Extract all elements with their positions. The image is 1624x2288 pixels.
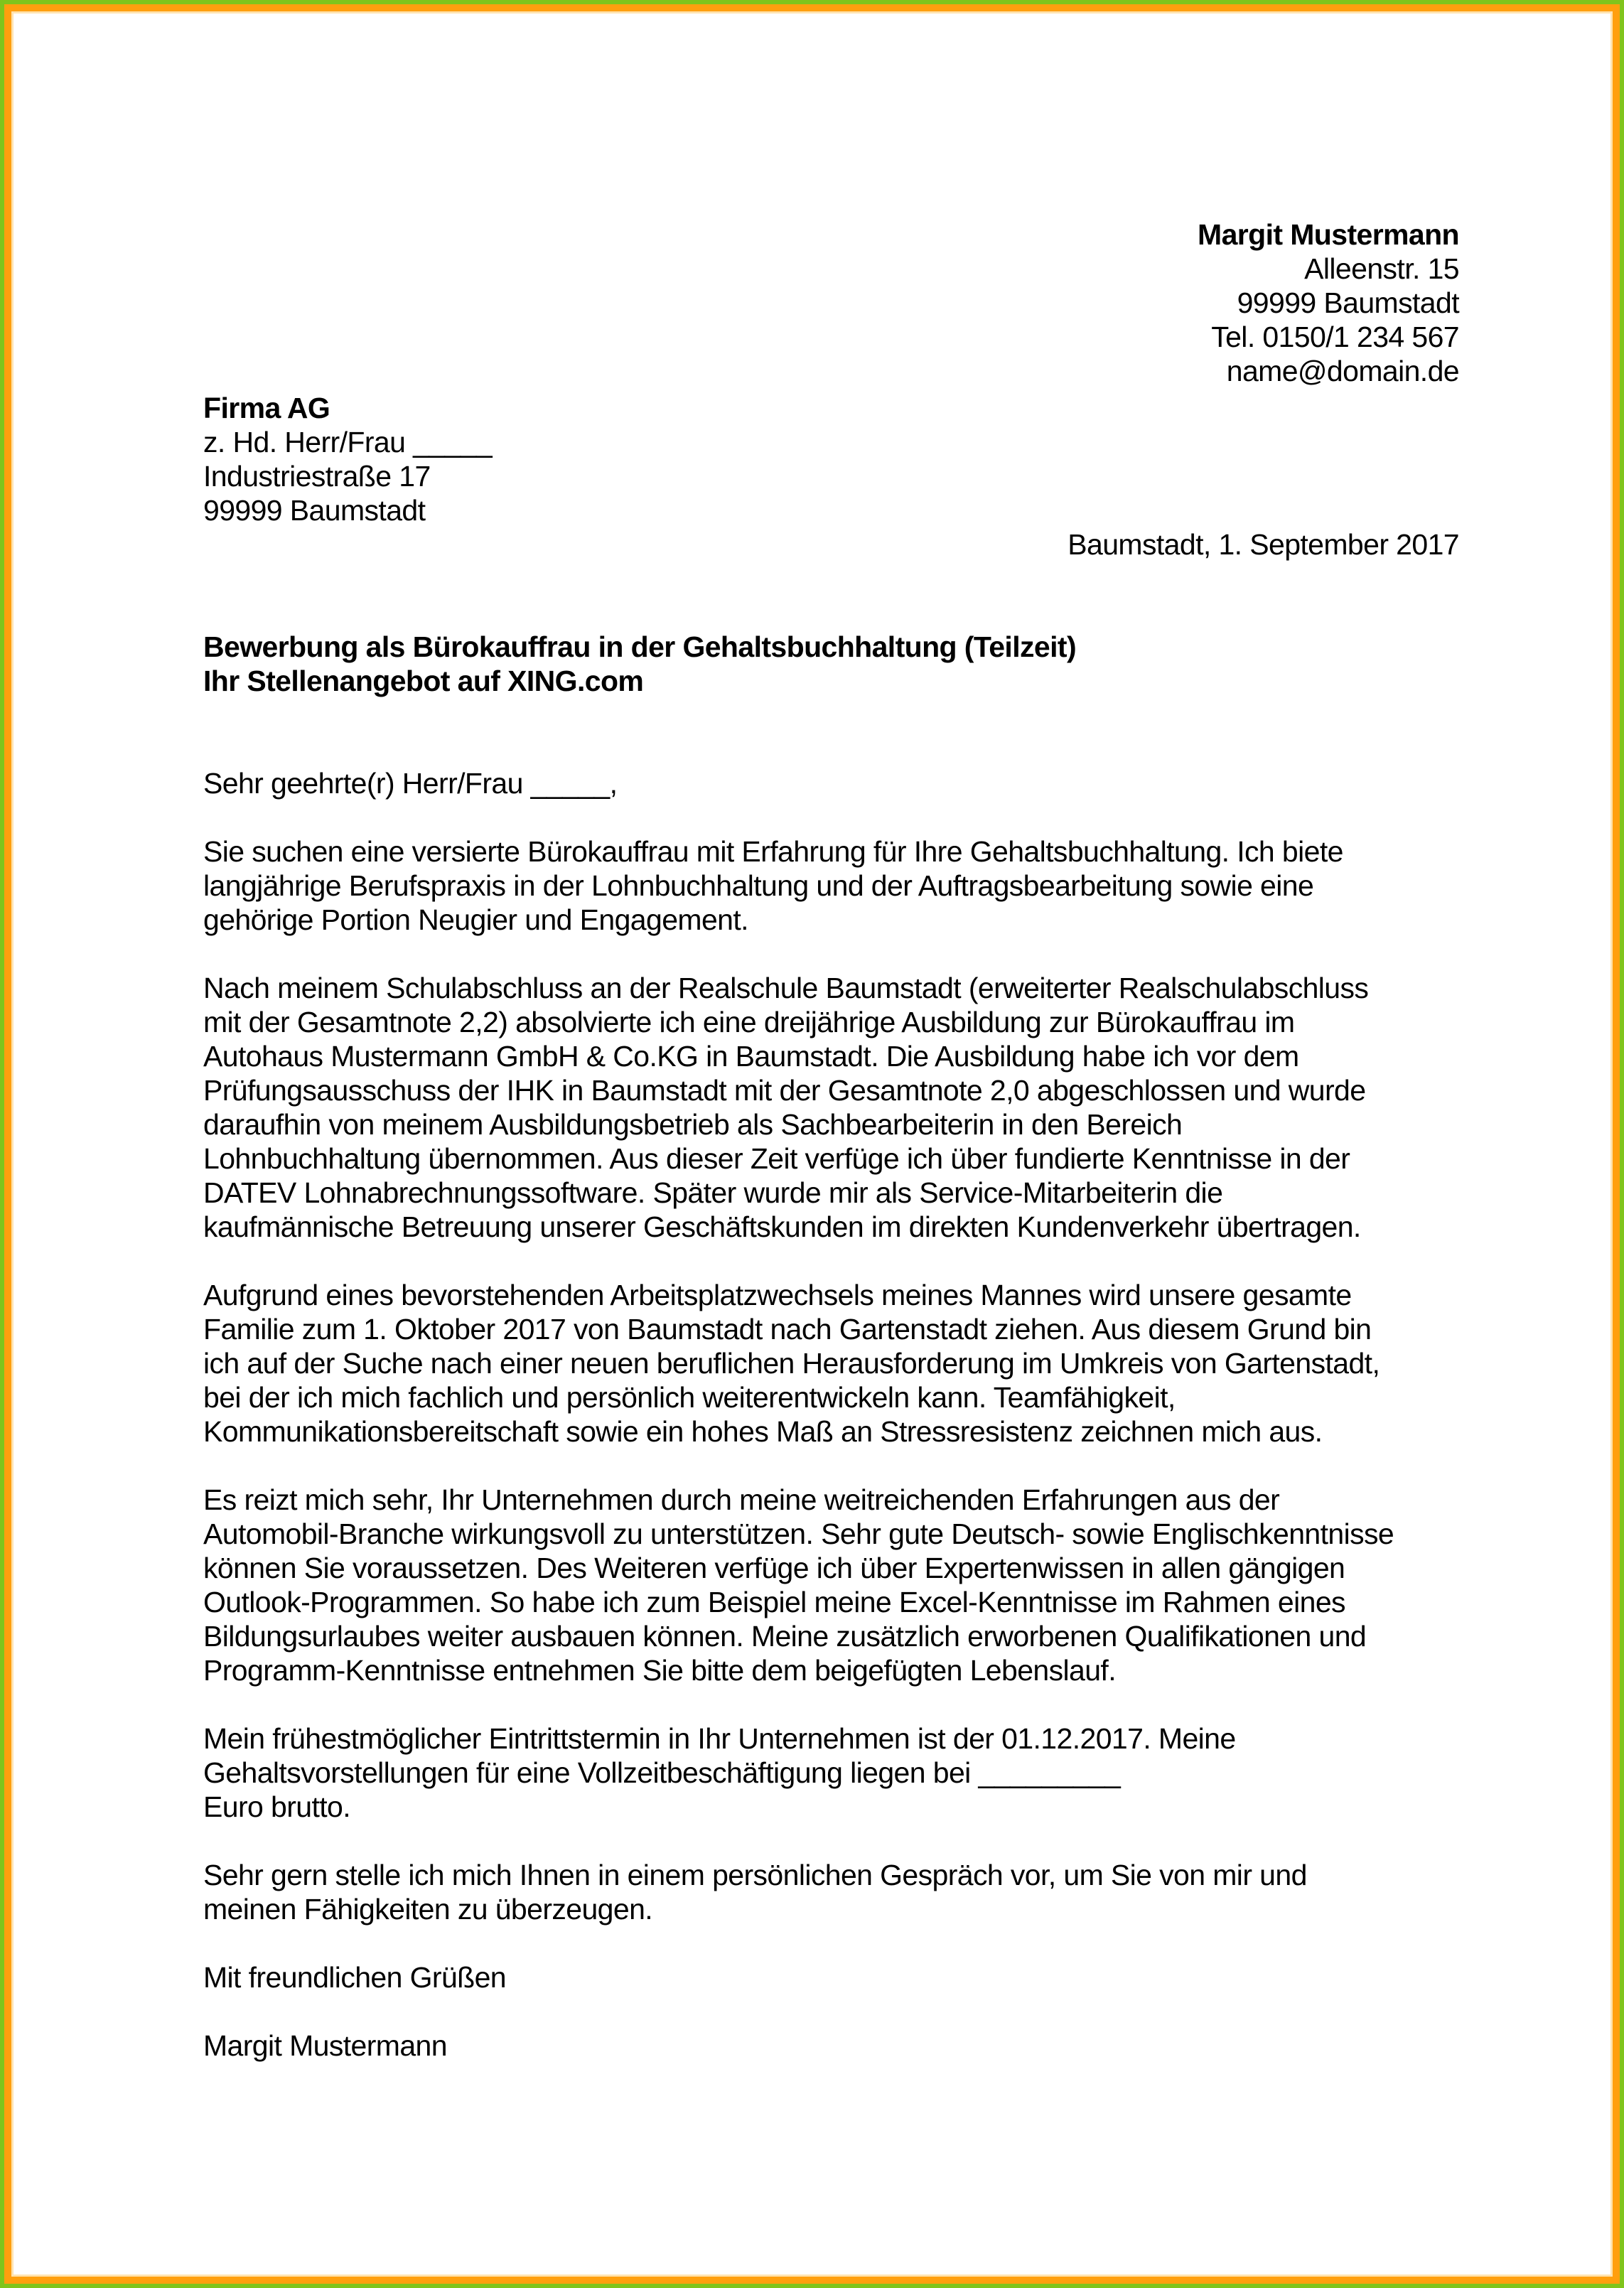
sender-city: 99999 Baumstadt [1237, 286, 1459, 319]
paragraph-line: mit der Gesamtnote 2,2) absolvierte ich eine dreijährige Ausbildung zur Bürokauffrau im [203, 1006, 1295, 1038]
subject-line-2: Ihr Stellenangebot auf XING.com [203, 665, 644, 697]
recipient-block [203, 391, 1459, 527]
paragraph-line: Kommunikationsbereitschaft sowie ein hohes Maß an Stressresistenz zeichnen mich aus. [203, 1415, 1323, 1448]
paragraph-line: meinen Fähigkeiten zu überzeugen. [203, 1893, 653, 1926]
paragraph-line: langjährige Berufspraxis in der Lohnbuchhaltung und der Auftragsbearbeitung sowie eine [203, 869, 1314, 902]
paragraph-line: Mein frühestmöglicher Eintrittstermin in Ihr Unternehmen ist der 01.12.2017. Meine [203, 1722, 1236, 1755]
paragraph-line: Prüfungsausschuss der IHK in Baumstadt mit der Gesamtnote 2,0 abgeschlossen und wurde [203, 1074, 1366, 1107]
closing: Mit freundlichen Grüßen [203, 1961, 507, 1994]
paragraph-line: Euro brutto. [203, 1790, 351, 1823]
paragraph-line: Programm-Kenntnisse entnehmen Sie bitte dem beigefügten Lebenslauf. [203, 1654, 1117, 1687]
sender-street: Alleenstr. 15 [1304, 252, 1459, 285]
paragraph-line: Outlook-Programmen. So habe ich zum Beispiel meine Excel-Kenntnisse im Rahmen eines [203, 1586, 1345, 1618]
paragraph-line: Sie suchen eine versierte Bürokauffrau mit Erfahrung für Ihre Gehaltsbuchhaltung. Ich biete [203, 835, 1343, 868]
paragraph-line: kaufmännische Betreuung unserer Geschäftskunden im direkten Kundenverkehr übertragen. [203, 1210, 1361, 1243]
sender-email: name@domain.de [1226, 355, 1459, 387]
paragraph-line: DATEV Lohnabrechnungssoftware. Später wurde mir als Service-Mitarbeiterin die [203, 1176, 1223, 1209]
paragraph-line: Lohnbuchhaltung übernommen. Aus dieser Zeit verfüge ich über fundierte Kenntnisse in der [203, 1142, 1350, 1175]
recipient-city: 99999 Baumstadt [203, 494, 426, 527]
paragraph-line: Familie zum 1. Oktober 2017 von Baumstadt nach Gartenstadt ziehen. Aus diesem Grund bin [203, 1313, 1372, 1346]
paragraph [203, 1858, 1459, 1926]
sender-block [203, 217, 1459, 388]
paragraph-line: Es reizt mich sehr, Ihr Unternehmen durch meine weitreichenden Erfahrungen aus der [203, 1483, 1280, 1516]
body-paragraphs [203, 834, 1459, 1926]
decorative-frame [4, 4, 1620, 2284]
paragraph-line: Aufgrund eines bevorstehenden Arbeitsplatzwechsels meines Mannes wird unsere gesamte [203, 1279, 1352, 1311]
paragraph-line: Sehr gern stelle ich mich Ihnen in einem persönlichen Gespräch vor, um Sie von mir und [203, 1859, 1307, 1891]
paragraph-line: gehörige Portion Neugier und Engagement. [203, 903, 748, 936]
paragraph-line: Autohaus Mustermann GmbH & Co.KG in Baumstadt. Die Ausbildung habe ich vor dem [203, 1040, 1299, 1073]
salutation: Sehr geehrte(r) Herr/Frau _____, [203, 767, 618, 800]
recipient-attention: z. Hd. Herr/Frau _____ [203, 426, 493, 458]
letter-content [11, 11, 1613, 2063]
paragraph [203, 834, 1459, 937]
paragraph-line: ich auf der Suche nach einer neuen beruflichen Herausforderung im Umkreis von Gartenstadt, [203, 1347, 1380, 1380]
subject-block [203, 630, 1459, 698]
subject-line-1: Bewerbung als Bürokauffrau in der Gehaltsbuchhaltung (Teilzeit) [203, 630, 1077, 663]
sender-name: Margit Mustermann [1198, 218, 1459, 251]
paragraph-line: Bildungsurlaubes weiter ausbauen können. Meine zusätzlich erworbenen Qualifikationen und [203, 1620, 1367, 1653]
recipient-street: Industriestraße 17 [203, 460, 431, 493]
paragraph-line: können Sie voraussetzen. Des Weiteren verfüge ich über Expertenwissen in allen gängigen [203, 1552, 1345, 1584]
paragraph-line: Nach meinem Schulabschluss an der Realschule Baumstadt (erweiterter Realschulabschluss [203, 972, 1369, 1004]
date-line: Baumstadt, 1. September 2017 [1068, 528, 1459, 561]
paragraph-line: Gehaltsvorstellungen für eine Vollzeitbeschäftigung liegen bei _________ [203, 1756, 1121, 1789]
paragraph [203, 1722, 1459, 1824]
sender-phone: Tel. 0150/1 234 567 [1211, 321, 1459, 353]
paragraph [203, 1278, 1459, 1449]
signature: Margit Mustermann [203, 2029, 447, 2062]
paragraph [203, 1483, 1459, 1687]
paragraph-line: Automobil-Branche wirkungsvoll zu unterstützen. Sehr gute Deutsch- sowie Englischkenntnisse [203, 1518, 1394, 1550]
paragraph-line: daraufhin von meinem Ausbildungsbetrieb als Sachbearbeiterin in den Bereich [203, 1108, 1183, 1141]
recipient-company: Firma AG [203, 392, 330, 424]
paragraph [203, 971, 1459, 1244]
paragraph-line: bei der ich mich fachlich und persönlich weiterentwickeln kann. Teamfähigkeit, [203, 1381, 1176, 1414]
